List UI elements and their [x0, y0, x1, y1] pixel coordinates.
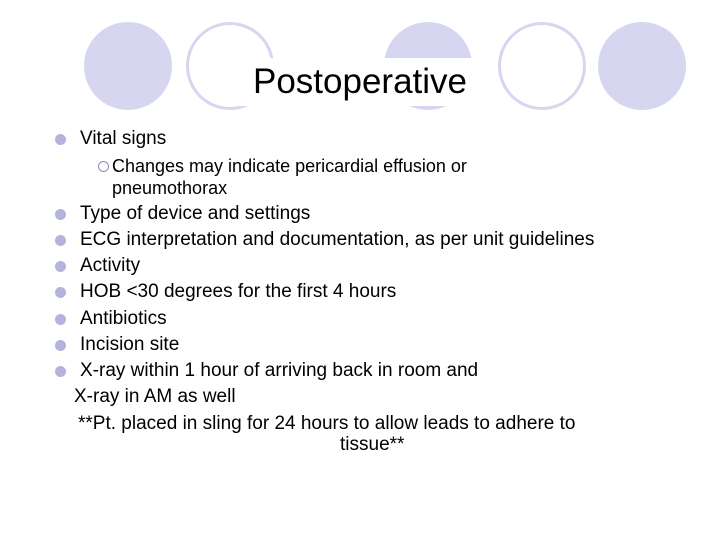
bullet-dot [55, 209, 66, 220]
bullet-item: Antibiotics [80, 308, 167, 329]
sub-bullet-text-2: pneumothorax [112, 178, 228, 198]
bullet-item: HOB <30 degrees for the first 4 hours [80, 281, 397, 302]
sub-bullet-text-1: Changes may indicate pericardial effusion or [112, 156, 467, 176]
bullet-dot [55, 287, 66, 298]
bullet-dot [55, 366, 66, 377]
sub-bullet-ring [98, 161, 109, 172]
continuation-text: X-ray in AM as well [74, 386, 236, 407]
bullet-item: Activity [80, 255, 141, 276]
bullet-dot [55, 134, 66, 145]
bullet-item: Type of device and settings [80, 203, 311, 224]
bullet-dot [55, 235, 66, 246]
bullet-item: ECG interpretation and documentation, as per unit guidelines [80, 229, 595, 250]
bullet-item: Incision site [80, 334, 180, 355]
bullet-item: Vital signs [80, 128, 167, 149]
bullet-dot [55, 261, 66, 272]
note-line-1: **Pt. placed in sling for 24 hours to allow leads to adhere to [78, 413, 576, 434]
bullet-dot [55, 340, 66, 351]
bullet-dot [55, 314, 66, 325]
slide-title-text: Postoperative [252, 62, 468, 101]
bullet-item: X-ray within 1 hour of arriving back in room and [80, 360, 479, 381]
note-line-2: tissue** [340, 434, 405, 455]
